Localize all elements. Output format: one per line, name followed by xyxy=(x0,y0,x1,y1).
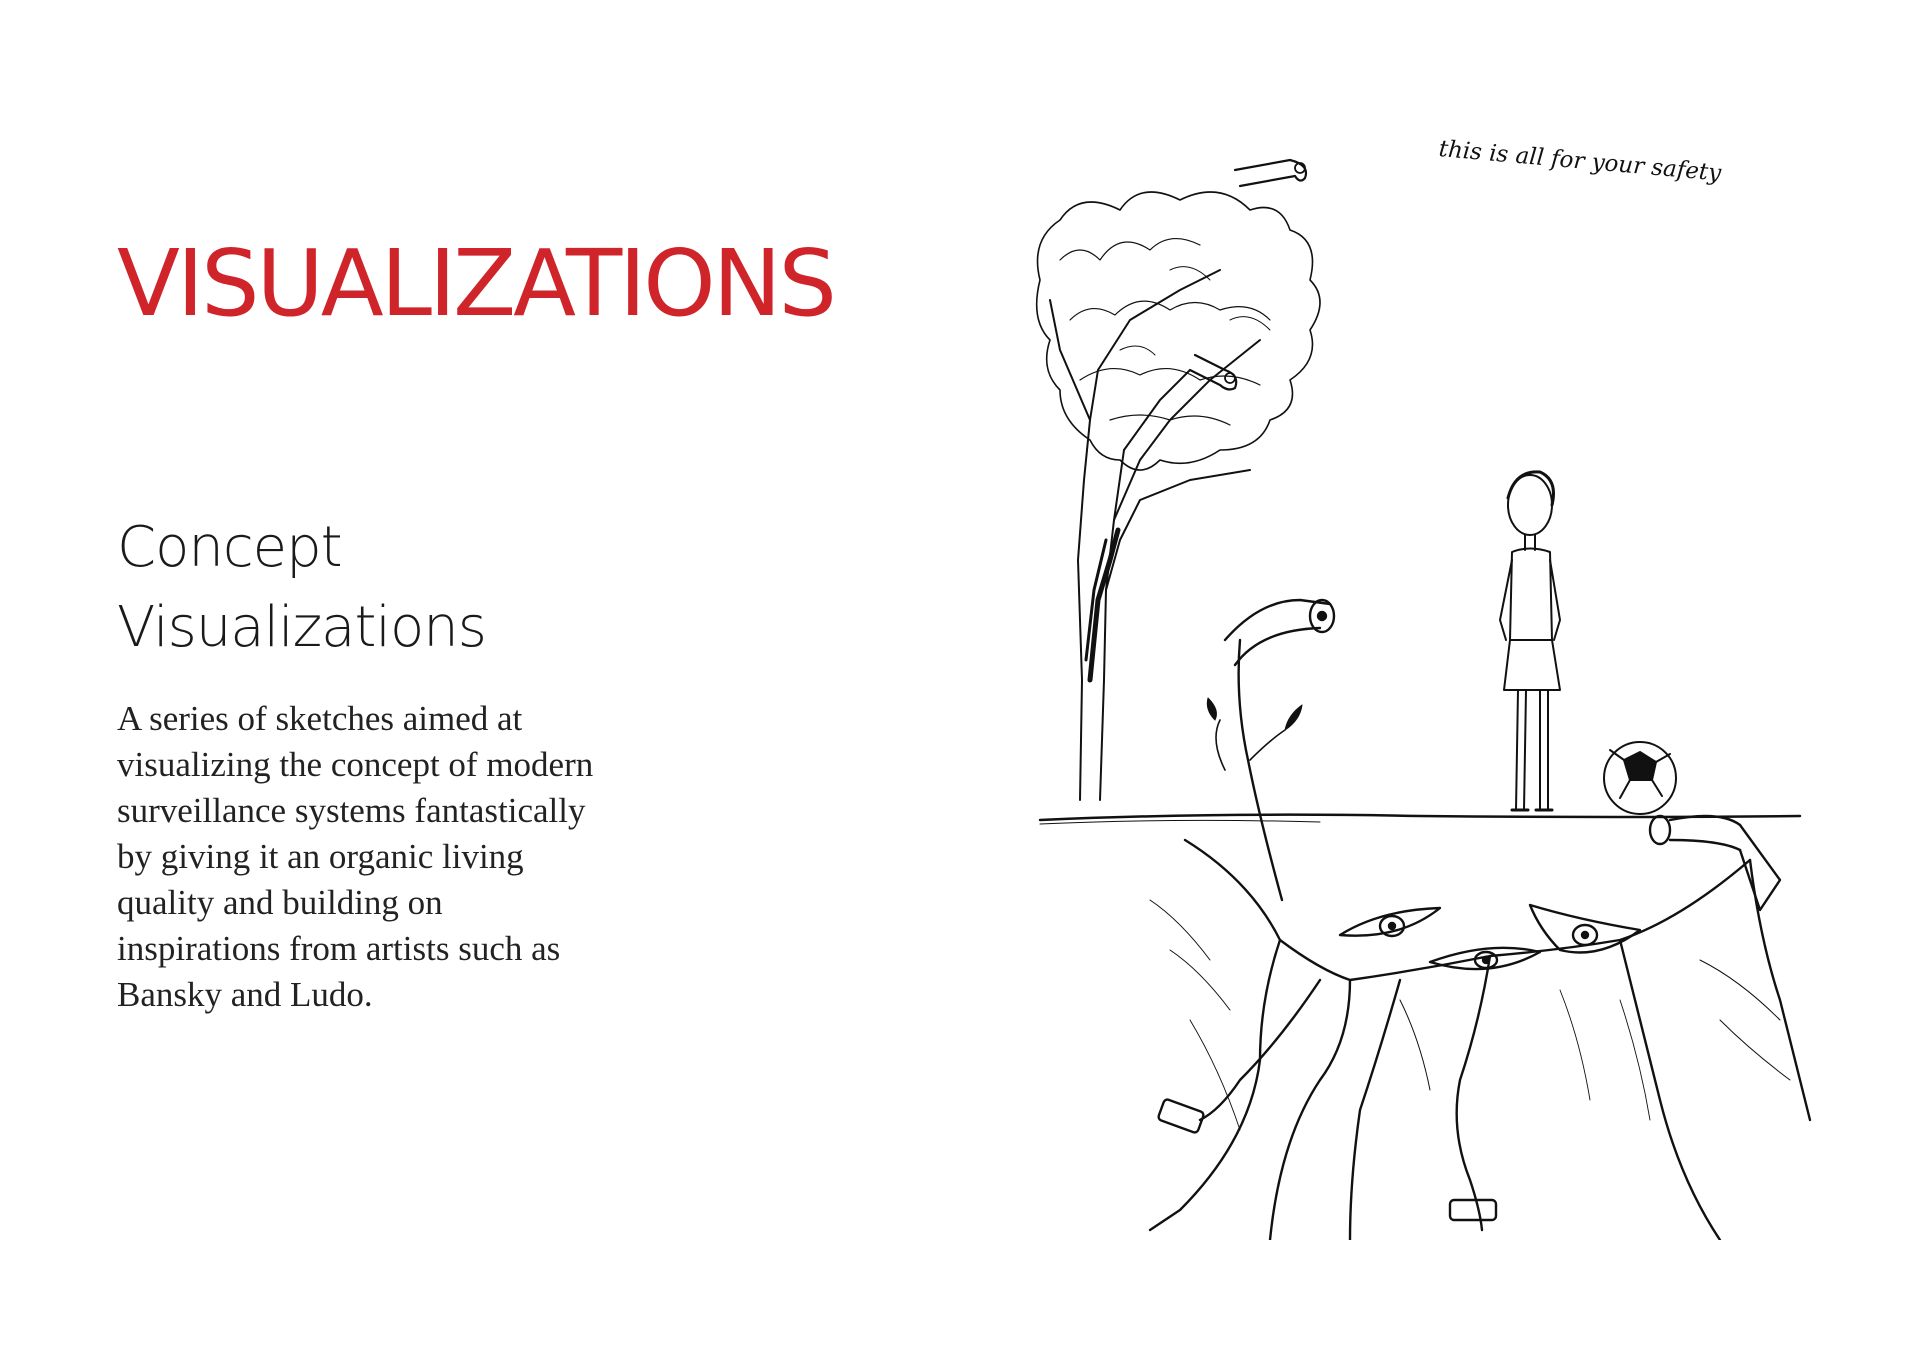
tree-sketch xyxy=(1037,160,1320,800)
subtitle-line: Visualizations xyxy=(117,595,486,660)
description-line: surveillance systems fantastically xyxy=(117,791,586,830)
description-paragraph xyxy=(117,696,677,1018)
page-title: VISUALIZATIONS xyxy=(117,230,834,337)
description-line: visualizing the concept of modern xyxy=(117,745,594,784)
sketch-illustration xyxy=(1020,120,1820,1240)
creature-sketch xyxy=(1150,600,1810,1240)
ball-sketch xyxy=(1604,742,1676,814)
description-line: quality and building on xyxy=(117,883,443,922)
subtitle-line: Concept xyxy=(117,515,342,580)
description-line: inspirations from artists such as xyxy=(117,929,561,968)
description-line: A series of sketches aimed at xyxy=(117,699,523,738)
handwritten-caption: this is all for your safety xyxy=(1437,136,1723,187)
description-line: Bansky and Ludo. xyxy=(117,975,373,1014)
section-subtitle xyxy=(117,508,486,668)
description-line: by giving it an organic living xyxy=(117,837,524,876)
girl-figure-sketch xyxy=(1500,472,1560,810)
